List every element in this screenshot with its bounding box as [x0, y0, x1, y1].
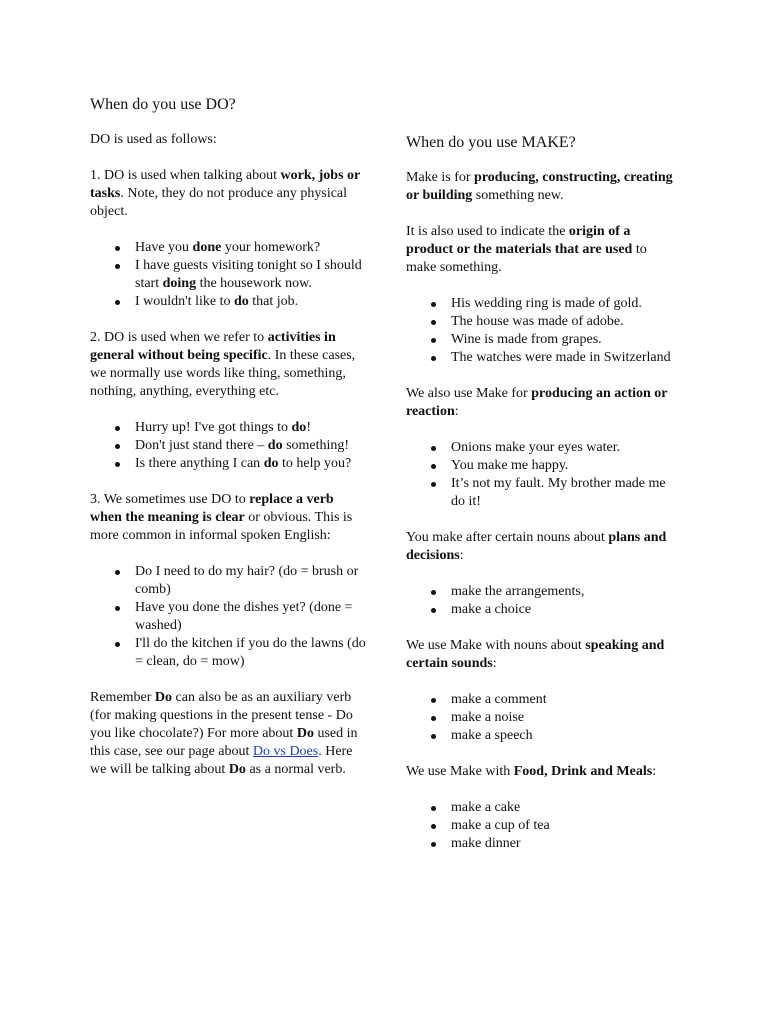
make-heading: When do you use MAKE? [406, 134, 576, 151]
make-list-1 [406, 295, 678, 367]
make-paragraph-6: We use Make with Food, Drink and Meals: [406, 764, 657, 779]
make-paragraph-1: Make is for producing, constructing, creating or building something new. [406, 170, 673, 203]
make-paragraph-4: You make after certain nouns about plans and decisions: [406, 530, 667, 563]
do-list-2 [90, 419, 368, 473]
list-item: make the arrangements, [451, 583, 678, 601]
make-paragraph-3: We also use Make for producing an action or reaction: [406, 386, 668, 419]
make-list-2 [406, 439, 678, 511]
list-item: I have guests visiting tonight so I should start doing the housework now. [135, 257, 368, 293]
list-item: make a speech [451, 727, 678, 745]
list-item: It’s not my fault. My brother made me do it! [451, 475, 678, 511]
do-paragraph-2: 2. DO is used when we refer to activities in general without being specific. In these cases, we normally use words like thing, something, nothing, anything, everything etc. [90, 330, 356, 399]
list-item: Do I need to do my hair? (do = brush or comb) [135, 563, 368, 599]
make-list-3 [406, 583, 678, 619]
list-item: make a comment [451, 691, 678, 709]
make-paragraph-5: We use Make with nouns about speaking and certain sounds: [406, 638, 665, 671]
do-list-3 [90, 563, 368, 671]
list-item: Have you done your homework? [135, 239, 368, 257]
list-item: make a cup of tea [451, 817, 678, 835]
list-item: Don't just stand there – do something! [135, 437, 368, 455]
list-item: make dinner [451, 835, 678, 853]
list-item: I wouldn't like to do that job. [135, 293, 368, 311]
list-item: make a choice [451, 601, 678, 619]
list-item: Onions make your eyes water. [451, 439, 678, 457]
make-list-4 [406, 691, 678, 745]
make-paragraph-2: It is also used to indicate the origin of a product or the materials that are used to make something. [406, 224, 647, 275]
do-paragraph-3: 3. We sometimes use DO to replace a verb when the meaning is clear or obvious. This is more common in informal spoken English: [90, 492, 353, 543]
list-item: Wine is made from grapes. [451, 331, 678, 349]
do-paragraph-1: 1. DO is used when talking about work, jobs or tasks. Note, they do not produce any physical object. [90, 168, 360, 219]
do-remember-paragraph: Remember Do can also be as an auxiliary verb (for making questions in the present tense - Do you like chocolate?) For more about Do used in this case, see our page about Do vs Does. Here we will be talking about Do as a normal verb. [90, 690, 358, 777]
list-item: His wedding ring is made of gold. [451, 295, 678, 313]
do-list-1 [90, 239, 368, 311]
list-item: I'll do the kitchen if you do the lawns (do = clean, do = mow) [135, 635, 368, 671]
list-item: Have you done the dishes yet? (done = washed) [135, 599, 368, 635]
list-item: The watches were made in Switzerland [451, 349, 678, 367]
list-item: Hurry up! I've got things to do! [135, 419, 368, 437]
do-intro: DO is used as follows: [90, 132, 217, 147]
list-item: make a noise [451, 709, 678, 727]
do-heading: When do you use DO? [90, 96, 236, 113]
list-item: The house was made of adobe. [451, 313, 678, 331]
list-item: make a cake [451, 799, 678, 817]
list-item: You make me happy. [451, 457, 678, 475]
list-item: Is there anything I can do to help you? [135, 455, 368, 473]
make-list-5 [406, 799, 678, 853]
do-vs-does-link[interactable]: Do vs Does [252, 744, 319, 759]
